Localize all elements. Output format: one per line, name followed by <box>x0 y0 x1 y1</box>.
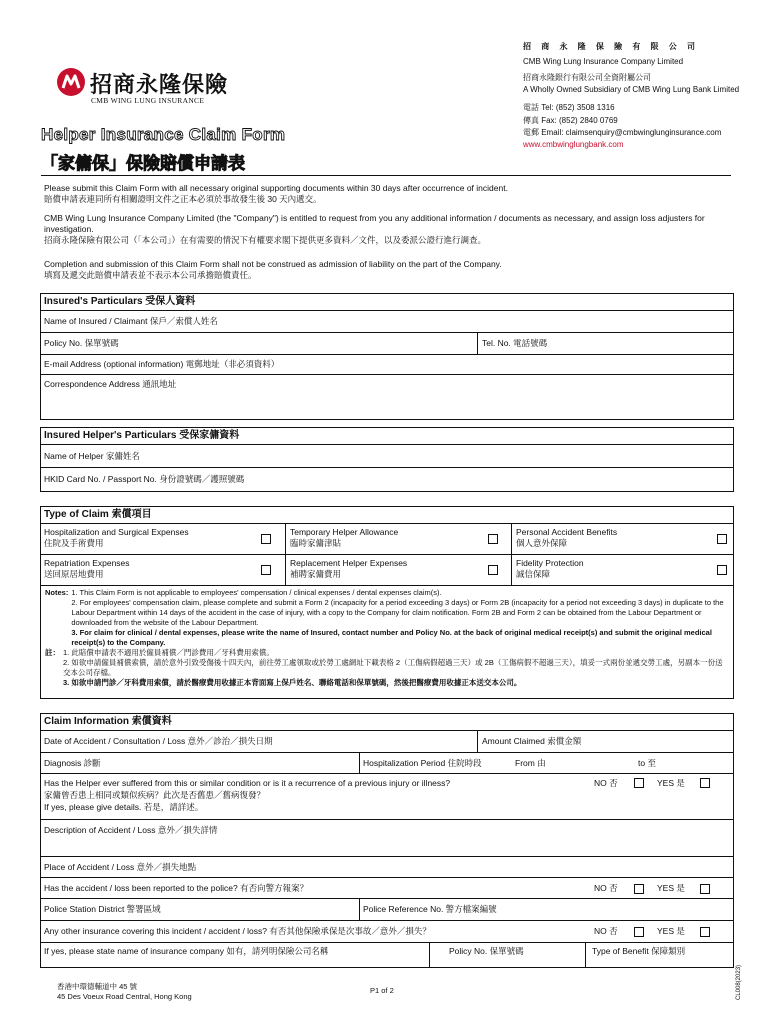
logo-icon <box>57 68 85 96</box>
column-divider <box>429 943 430 967</box>
intro-1-cn: 賠償申請表連同所有相關證明文件之正本必須於事故發生後 30 天內遞交。 <box>44 194 322 204</box>
column-divider <box>477 731 478 752</box>
option-label-cn: 補聘家傭費用 <box>290 569 342 579</box>
recurrence-question-cn: 家傭曾否患上相同或類似疾病？此次是否舊患／舊病復發？ <box>44 790 266 800</box>
claim-option-hospitalization <box>44 527 189 549</box>
subsidiary-en: A Wholly Owned Subsidiary of CMB Wing Lung Bank Limited <box>523 85 740 94</box>
address-en: 45 Des Voeux Road Central, Hong Kong <box>57 992 192 1001</box>
benefit-type-label: Type of Benefit 保障類別 <box>592 946 686 956</box>
claim-type-row-1 <box>41 524 733 555</box>
claim-type-section <box>40 506 734 699</box>
option-label-cn: 臨時家傭津貼 <box>290 538 342 548</box>
claim-type-notes <box>41 586 733 698</box>
insurance-company-row <box>41 943 733 967</box>
notes-label: Notes: <box>45 588 69 597</box>
form-title-cn: 「家傭保」保險賠償申請表 <box>41 154 245 174</box>
option-label-en: Repatriation Expenses <box>44 558 130 568</box>
option-label-cn: 住院及手術費用 <box>44 538 104 548</box>
claim-option-temporary-helper <box>290 527 398 549</box>
if-yes-details-label: If yes, please give details. 若是，請詳述。 <box>44 802 204 812</box>
insurance-company-label: If yes, please state name of insurance company 如有，請列明保險公司名稱 <box>44 946 329 956</box>
note-item: 2. For employees' compensation claim, please complete and submit a Form 2 (incapacity for a period exceeding 3 days) or Form 2B (incapacity for a period not exceeding 3 days) in duplicate to the Labour Department within 14 days of the accident in the case of injury, with a copy to the Company for claim notification. Form 2B and Form 2 can be obtained from the Labour Department or downloaded from the website of the Labour Department. <box>71 598 724 627</box>
company-tel: 電話 Tel: (852) 3508 1316 <box>523 103 615 112</box>
option-label-en: Hospitalization and Surgical Expenses <box>44 527 189 537</box>
checkbox-repatriation[interactable] <box>261 565 271 575</box>
page-number: P1 of 2 <box>370 986 394 995</box>
hospitalization-period-label: Hospitalization Period 住院時段 <box>363 758 482 768</box>
column-divider <box>359 753 360 773</box>
insured-policy-row <box>41 333 733 355</box>
helper-section <box>40 427 734 492</box>
intro-2-cn: 招商永隆保險有限公司（「本公司」）在有需要的情況下有權要求閣下提供更多資料／文件，以及委派公證行進行調查。 <box>44 235 487 245</box>
helper-name-label: Name of Helper 家傭姓名 <box>44 451 140 461</box>
intro-2-en: CMB Wing Lung Insurance Company Limited (the "Company") is entitled to request from you any additional information / documents as necessary, and assign loss adjusters for investigation. <box>44 213 705 234</box>
logo-text-en: CMB WING LUNG INSURANCE <box>91 96 205 105</box>
column-divider <box>585 943 586 967</box>
yes-label: YES 是 <box>657 926 685 936</box>
column-divider <box>511 555 512 585</box>
recurrence-row <box>41 774 733 820</box>
date-label: Date of Accident / Consultation / Loss 意外／診治／損失日期 <box>44 736 273 746</box>
other-insurance-yes-checkbox[interactable] <box>700 927 710 937</box>
option-label-en: Fidelity Protection <box>516 558 584 568</box>
option-label-cn: 送回原居地費用 <box>44 569 104 579</box>
address-label: Correspondence Address 通訊地址 <box>44 379 177 389</box>
company-website-link[interactable]: www.cmbwinglungbank.com <box>523 140 624 149</box>
checkbox-replacement-helper[interactable] <box>488 565 498 575</box>
policy-no-label: Policy No. 保單號碼 <box>44 338 119 348</box>
insured-section-header: Insured's Particulars 受保人資料 <box>41 294 733 311</box>
place-field[interactable] <box>41 857 733 878</box>
email-field[interactable] <box>41 355 733 375</box>
column-divider <box>285 524 286 554</box>
intro-3-cn: 填寫及遞交此賠償申請表並不表示本公司承擔賠償責任。 <box>44 270 257 280</box>
note-item-cn: 2. 如欲申請僱員補償索償，請於意外引致受傷後十四天內，前往勞工處領取或於勞工處網址下載表格 2（工傷病假超過三天）或 2B（工傷病假不超過三天），填妥一式兩份並遞交勞工處，另副本一份送交本公司存檔。 <box>63 658 723 677</box>
other-insurance-label: Any other insurance covering this incident / accident / loss? 有否其他保險承保是次事故／意外／損失？ <box>44 926 431 936</box>
intro-1-en: Please submit this Claim Form with all necessary original supporting documents within 30 days after occurrence of incident. <box>44 183 508 193</box>
yes-label: YES 是 <box>657 778 685 788</box>
notes-cn-list <box>63 648 729 688</box>
company-name-en: CMB Wing Lung Insurance Company Limited <box>523 57 684 66</box>
option-label-en: Replacement Helper Expenses <box>290 558 408 568</box>
diagnosis-label: Diagnosis 診斷 <box>44 758 101 768</box>
police-station-row <box>41 899 733 921</box>
footer-address <box>57 981 192 1001</box>
notes-cn <box>45 648 729 688</box>
note-item: 1. This Claim Form is not applicable to employees' compensation / clinical expenses / dental expenses claim(s). <box>71 588 442 597</box>
tel-no-label: Tel. No. 電話號碼 <box>482 338 548 348</box>
no-label: NO 否 <box>594 883 618 893</box>
helper-name-field[interactable] <box>41 445 733 468</box>
notes-cn-label: 註： <box>45 648 60 657</box>
company-fax: 傳真 Fax: (852) 2840 0769 <box>523 116 618 125</box>
other-policy-no-label: Policy No. 保單號碼 <box>449 946 524 956</box>
company-name-cn: 招 商 永 隆 保 險 有 限 公 司 <box>523 42 700 51</box>
note-item-cn: 3. 如欲申請門診／牙科費用索償，請於醫療費用收據正本背面寫上保戶姓名、聯絡電話和保單號碼，然後把醫療費用收據正本送交本公司。 <box>63 678 522 687</box>
claim-option-personal-accident <box>516 527 617 549</box>
note-item: 3. For claim for clinical / dental expenses, please write the name of Insured, contact number and Policy No. at the back of original medical receipt(s) and submit the original medical receipt(s) to the Company. <box>71 628 712 647</box>
police-yes-checkbox[interactable] <box>700 884 710 894</box>
claim-type-header: Type of Claim 索償項目 <box>41 507 733 524</box>
checkbox-fidelity[interactable] <box>717 565 727 575</box>
column-divider <box>511 524 512 554</box>
helper-section-header: Insured Helper's Particulars 受保家傭資料 <box>41 428 733 445</box>
helper-id-field[interactable] <box>41 468 733 491</box>
column-divider <box>477 333 478 354</box>
form-title-en: Helper Insurance Claim Form <box>41 125 286 144</box>
intro-paragraph-1 <box>44 183 734 205</box>
company-email[interactable]: 電郵 Email: claimsenquiry@cmbwinglunginsurance.com <box>523 128 722 137</box>
description-field[interactable] <box>41 820 733 857</box>
address-field[interactable] <box>41 375 733 419</box>
claim-option-replacement-helper <box>290 558 407 580</box>
diagnosis-row <box>41 753 733 774</box>
divider <box>41 175 731 176</box>
notes-en <box>45 588 729 648</box>
subsidiary-cn: 招商永隆銀行有限公司全資附屬公司 <box>523 73 651 82</box>
address-cn: 香港中環德輔道中 45 號 <box>57 982 138 991</box>
recurrence-yes-checkbox[interactable] <box>700 778 710 788</box>
claim-info-header: Claim Information 索償資料 <box>41 714 733 731</box>
to-label: to 至 <box>638 758 656 768</box>
description-label: Description of Accident / Loss 意外／損失詳情 <box>44 825 218 835</box>
intro-3-en: Completion and submission of this Claim Form shall not be construed as admission of liability on the part of the Company. <box>44 259 502 269</box>
amount-label: Amount Claimed 索償金額 <box>482 736 582 746</box>
claim-option-fidelity <box>516 558 584 580</box>
column-divider <box>359 899 360 920</box>
claim-option-repatriation <box>44 558 130 580</box>
checkbox-personal-accident[interactable] <box>717 534 727 544</box>
place-label: Place of Accident / Loss 意外／損失地點 <box>44 862 197 872</box>
insured-section <box>40 293 734 420</box>
date-amount-row <box>41 731 733 753</box>
option-label-cn: 誠信保障 <box>516 569 551 579</box>
police-report-row <box>41 878 733 899</box>
insured-name-label: Name of Insured / Claimant 保戶／索償人姓名 <box>44 316 218 326</box>
insured-name-field[interactable] <box>41 311 733 333</box>
option-label-en: Personal Accident Benefits <box>516 527 618 537</box>
helper-id-label: HKID Card No. / Passport No. 身份證號碼／護照號碼 <box>44 474 245 484</box>
recurrence-question-en: Has the Helper ever suffered from this or similar condition or is it a recurrence of a previous injury or illness? <box>44 778 451 788</box>
claim-type-row-2 <box>41 555 733 586</box>
police-question-label: Has the accident / loss been reported to the police? 有否向警方報案？ <box>44 883 309 893</box>
no-label: NO 否 <box>594 778 618 788</box>
company-logo-mark <box>57 68 85 96</box>
option-label-cn: 個人意外保障 <box>516 538 568 548</box>
checkbox-temporary-helper[interactable] <box>488 534 498 544</box>
from-label: From 由 <box>515 758 546 768</box>
police-no-checkbox[interactable] <box>634 884 644 894</box>
recurrence-no-checkbox[interactable] <box>634 778 644 788</box>
option-label-en: Temporary Helper Allowance <box>290 527 399 537</box>
police-station-label: Police Station District 警署區域 <box>44 904 161 914</box>
note-item-cn: 1. 此賠償申請表不適用於僱員補償／門診費用／牙科費用索償。 <box>63 648 274 657</box>
police-reference-label: Police Reference No. 警方檔案編號 <box>363 904 497 914</box>
intro-paragraph-3 <box>44 259 734 281</box>
yes-label: YES 是 <box>657 883 685 893</box>
email-label: E-mail Address (optional information) 電郵地址（非必須資料） <box>44 359 280 369</box>
claim-info-section <box>40 713 734 968</box>
checkbox-hospitalization[interactable] <box>261 534 271 544</box>
no-label: NO 否 <box>594 926 618 936</box>
notes-en-list <box>71 588 729 648</box>
other-insurance-no-checkbox[interactable] <box>634 927 644 937</box>
form-code: CL008(2023) <box>736 964 742 1000</box>
logo-text-cn: 招商永隆保險 <box>90 73 229 98</box>
intro-paragraph-2 <box>44 213 734 246</box>
other-insurance-row <box>41 921 733 943</box>
column-divider <box>285 555 286 585</box>
